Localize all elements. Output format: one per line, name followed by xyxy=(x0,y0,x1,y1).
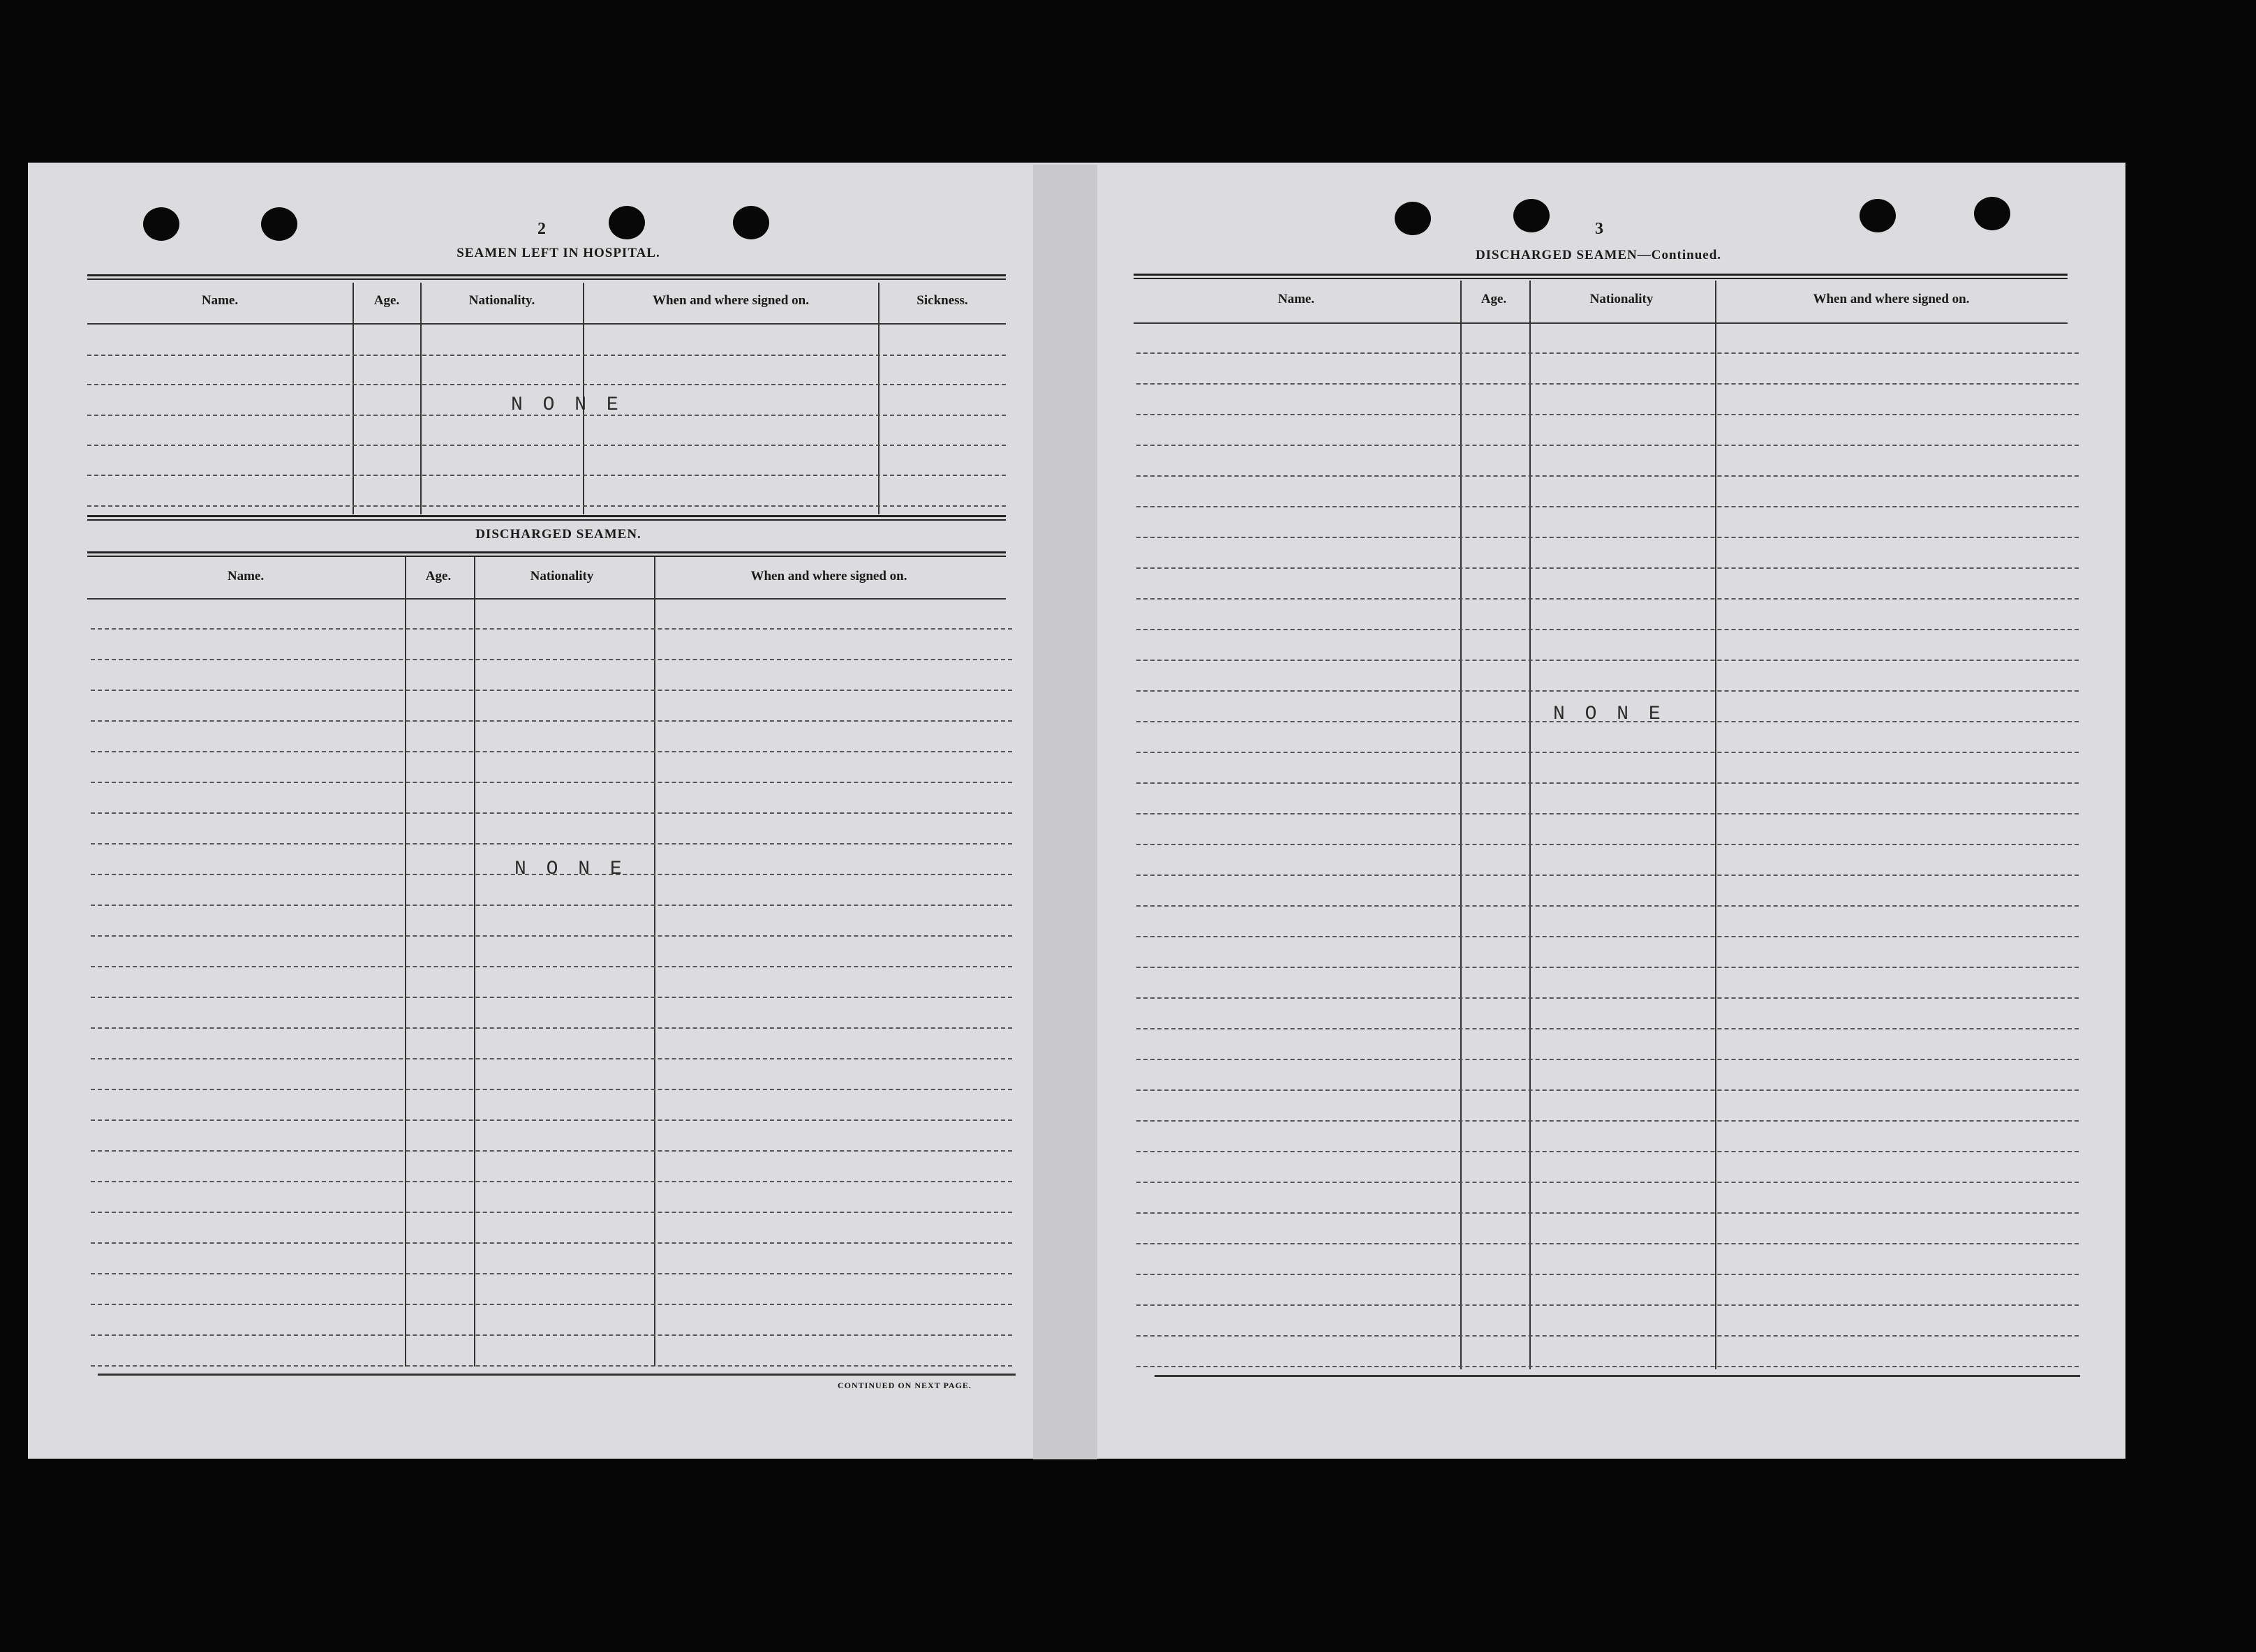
page-number-right: 3 xyxy=(1595,220,1603,238)
column-divider xyxy=(1460,281,1462,1369)
entry-line xyxy=(1136,813,2079,814)
entry-line xyxy=(1136,875,2079,876)
binder-hole xyxy=(1860,199,1896,232)
entry-line xyxy=(1136,1120,2079,1122)
column-divider xyxy=(654,557,655,1367)
entry-line xyxy=(91,966,1012,967)
continued-footer: CONTINUED ON NEXT PAGE. xyxy=(838,1381,972,1390)
entry-line xyxy=(1136,475,2079,477)
column-divider xyxy=(878,283,880,514)
entry-line xyxy=(1136,414,2079,415)
entry-line xyxy=(1136,1335,2079,1337)
title-rule xyxy=(1134,274,2068,279)
entry-line xyxy=(91,1304,1012,1305)
entry-line xyxy=(91,935,1012,937)
entry-line xyxy=(1136,690,2079,692)
title-rule xyxy=(87,551,1006,557)
entry-line xyxy=(1136,567,2079,569)
bottom-rule xyxy=(98,1374,1016,1376)
entry-line xyxy=(1136,936,2079,937)
bottom-rule xyxy=(1155,1375,2080,1377)
entry-line xyxy=(91,997,1012,998)
entry-line xyxy=(1136,537,2079,538)
binder-hole xyxy=(1513,199,1550,232)
col-age: Age. xyxy=(1480,292,1507,306)
binder-hole xyxy=(1395,202,1431,235)
column-divider xyxy=(474,557,475,1367)
entry-line xyxy=(1136,445,2079,446)
column-divider xyxy=(1715,281,1716,1369)
entry-line xyxy=(91,1334,1012,1336)
entry-line xyxy=(91,1058,1012,1059)
entry-line xyxy=(91,1089,1012,1090)
entry-line xyxy=(1136,660,2079,661)
entry-line xyxy=(1136,844,2079,845)
entry-line xyxy=(1136,383,2079,385)
col-signed-on: When and where signed on. xyxy=(652,293,809,308)
entry-line xyxy=(1136,752,2079,753)
entry-line xyxy=(1136,352,2079,354)
column-divider xyxy=(420,283,422,514)
entry-line xyxy=(1136,1059,2079,1060)
binder-hole xyxy=(1974,197,2010,230)
binder-hole xyxy=(733,206,769,239)
header-rule xyxy=(1134,322,2068,324)
title-rule xyxy=(87,274,1006,280)
entry-line xyxy=(1136,1366,2079,1367)
header-rule xyxy=(87,598,1006,600)
col-signed-on: When and where signed on. xyxy=(750,569,907,583)
entry-line xyxy=(87,445,1006,446)
entry-line xyxy=(91,659,1012,660)
page-gutter xyxy=(1033,165,1097,1459)
discharged-continued-title: DISCHARGED SEAMEN—Continued. xyxy=(1475,248,1722,262)
entry-line xyxy=(1136,506,2079,507)
col-sickness: Sickness. xyxy=(916,293,968,308)
entry-line xyxy=(91,1150,1012,1152)
page-number-left: 2 xyxy=(537,220,546,238)
entry-line xyxy=(87,355,1006,356)
column-divider xyxy=(1529,281,1531,1369)
entry-line xyxy=(91,1027,1012,1029)
hospital-section-title: SEAMEN LEFT IN HOSPITAL. xyxy=(457,246,660,260)
binder-hole xyxy=(609,206,645,239)
entry-line xyxy=(1136,1182,2079,1183)
entry-line xyxy=(1136,997,2079,999)
entry-line xyxy=(1136,598,2079,600)
entry-line xyxy=(87,384,1006,385)
entry-line xyxy=(91,1119,1012,1121)
entry-line xyxy=(1136,905,2079,907)
entry-line xyxy=(1136,629,2079,630)
entry-line xyxy=(91,905,1012,906)
entry-line xyxy=(91,1181,1012,1182)
col-nationality: Nationality xyxy=(1589,292,1654,306)
entry-line xyxy=(1136,1089,2079,1091)
header-rule xyxy=(87,323,1006,325)
entry-line xyxy=(1136,1304,2079,1306)
entry-line xyxy=(87,505,1006,507)
col-nationality: Nationality. xyxy=(468,293,535,308)
col-nationality: Nationality xyxy=(530,569,594,583)
section-rule xyxy=(87,515,1006,521)
column-divider xyxy=(405,557,406,1367)
col-signed-on: When and where signed on. xyxy=(1813,292,1970,306)
entry-line xyxy=(1136,1028,2079,1029)
entry-line xyxy=(91,720,1012,722)
entry-line xyxy=(1136,782,2079,784)
col-age: Age. xyxy=(373,293,400,308)
col-name: Name. xyxy=(227,569,265,583)
column-divider xyxy=(352,283,354,514)
entry-line xyxy=(91,1365,1012,1367)
continued-entry-none: N O N E xyxy=(1553,704,1665,725)
discharged-entry-none: N O N E xyxy=(514,858,626,880)
discharged-section-title: DISCHARGED SEAMEN. xyxy=(475,527,641,542)
entry-line xyxy=(1136,1151,2079,1152)
col-name: Name. xyxy=(201,293,239,308)
entry-line xyxy=(1136,967,2079,968)
entry-line xyxy=(91,843,1012,844)
binder-hole xyxy=(261,207,297,241)
col-age: Age. xyxy=(425,569,452,583)
entry-line xyxy=(91,1242,1012,1244)
entry-line xyxy=(91,1212,1012,1213)
entry-line xyxy=(91,751,1012,752)
binder-hole xyxy=(143,207,179,241)
entry-line xyxy=(87,475,1006,476)
entry-line xyxy=(91,782,1012,783)
entry-line xyxy=(91,1273,1012,1274)
entry-line xyxy=(91,690,1012,691)
entry-line xyxy=(91,812,1012,814)
entry-line xyxy=(91,628,1012,630)
hospital-entry-none: N O N E xyxy=(511,394,623,416)
entry-line xyxy=(1136,1274,2079,1275)
entry-line xyxy=(1136,1212,2079,1214)
entry-line xyxy=(1136,1243,2079,1244)
col-name: Name. xyxy=(1277,292,1315,306)
